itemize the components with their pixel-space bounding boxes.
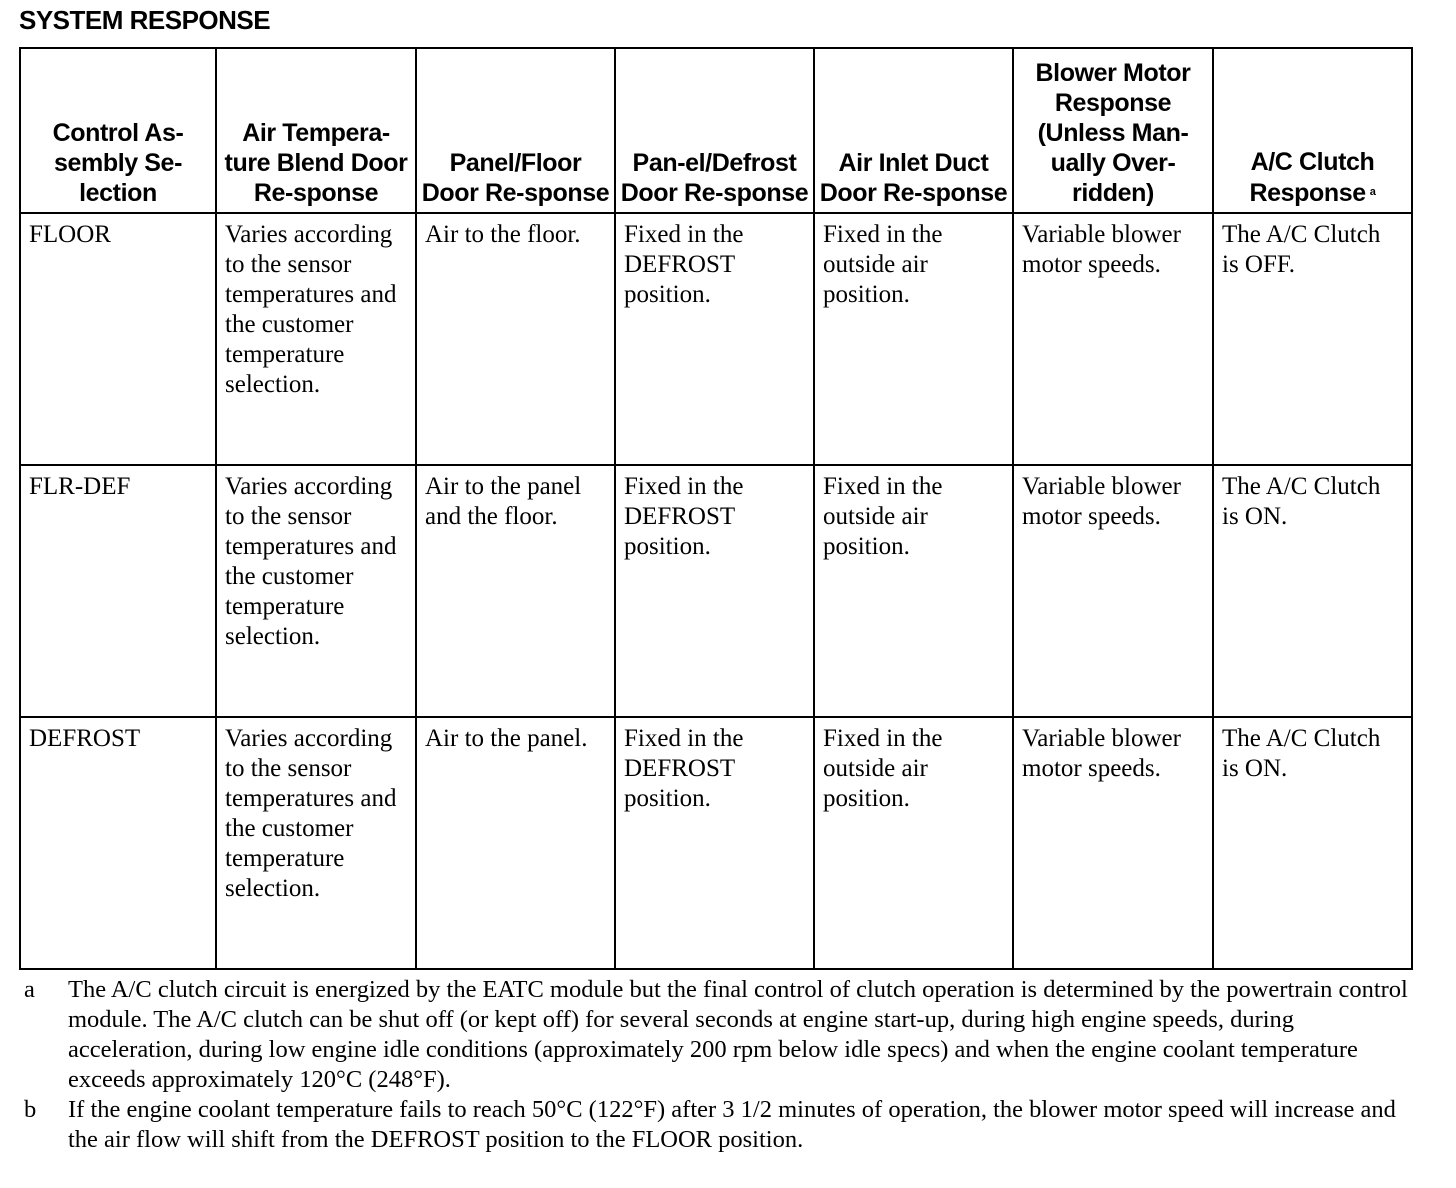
cell-inlet-duct-door: Fixed in the outside air position. (814, 465, 1013, 717)
system-response-table (19, 47, 1413, 970)
cell-inlet-duct-door: Fixed in the outside air position. (814, 717, 1013, 969)
cell-blower-motor: Variable blower motor speeds. (1013, 465, 1213, 717)
header-control-assembly-selection: Control As-sembly Se-lection (20, 48, 216, 213)
cell-blend-door: Varies according to the sensor temperatures and the customer temperature selection. (216, 213, 416, 465)
footnote-a (24, 975, 1414, 1095)
table-row (20, 465, 1412, 717)
cell-ac-clutch: The A/C Clutch is ON. (1213, 465, 1412, 717)
header-ac-clutch-response (1213, 48, 1412, 213)
cell-blend-door: Varies according to the sensor temperatures and the customer temperature selection. (216, 717, 416, 969)
footnote-mark: a (24, 976, 35, 1003)
cell-panel-defrost-door: Fixed in the DEFROST position. (615, 213, 814, 465)
footnote-text: If the engine coolant temperature fails to reach 50°C (122°F) after 3 1/2 minutes of operation, the blower motor speed will increase and the air flow will shift from the DEFROST position to the FLOOR position. (68, 1096, 1396, 1153)
header-panel-floor-door: Panel/Floor Door Re-sponse (416, 48, 615, 213)
cell-selection: DEFROST (20, 717, 216, 969)
cell-panel-defrost-door: Fixed in the DEFROST position. (615, 717, 814, 969)
cell-panel-floor-door: Air to the panel and the floor. (416, 465, 615, 717)
footnotes (24, 975, 1414, 1155)
cell-selection: FLR-DEF (20, 465, 216, 717)
cell-selection: FLOOR (20, 213, 216, 465)
header-panel-defrost-door: Pan-el/Defrost Door Re-sponse (615, 48, 814, 213)
header-air-inlet-duct-door: Air Inlet Duct Door Re-sponse (814, 48, 1013, 213)
footnote-text: The A/C clutch circuit is energized by the EATC module but the final control of clutch operation is determined by the powertrain control module. The A/C clutch can be shut off (or kept off) for several seconds at engine start-up, during high engine speeds, during acceleration, during low engine idle conditions (approximately 200 rpm below idle specs) and when the engine coolant temperature exceeds approximately 120°C (248°F). (68, 976, 1408, 1093)
header-ac-clutch-label: A/C Clutch Response (1249, 148, 1375, 207)
footnote-reference-a: a (1369, 186, 1376, 198)
cell-ac-clutch: The A/C Clutch is ON. (1213, 717, 1412, 969)
footnote-b (24, 1095, 1414, 1155)
cell-panel-defrost-door: Fixed in the DEFROST position. (615, 465, 814, 717)
table-row (20, 213, 1412, 465)
header-air-temperature-blend-door: Air Tempera-ture Blend Door Re-sponse (216, 48, 416, 213)
page-title: SYSTEM RESPONSE (19, 5, 271, 35)
cell-blower-motor: Variable blower motor speeds. (1013, 717, 1213, 969)
cell-inlet-duct-door: Fixed in the outside air position. (814, 213, 1013, 465)
cell-blend-door: Varies according to the sensor temperatures and the customer temperature selection. (216, 465, 416, 717)
cell-panel-floor-door: Air to the panel. (416, 717, 615, 969)
header-blower-motor-response: Blower Motor Response (Unless Man-ually Over-ridden) (1013, 48, 1213, 213)
cell-panel-floor-door: Air to the floor. (416, 213, 615, 465)
footnote-mark: b (24, 1096, 37, 1123)
cell-ac-clutch: The A/C Clutch is OFF. (1213, 213, 1412, 465)
cell-blower-motor: Variable blower motor speeds. (1013, 213, 1213, 465)
table-row (20, 717, 1412, 969)
header-row (20, 48, 1412, 213)
